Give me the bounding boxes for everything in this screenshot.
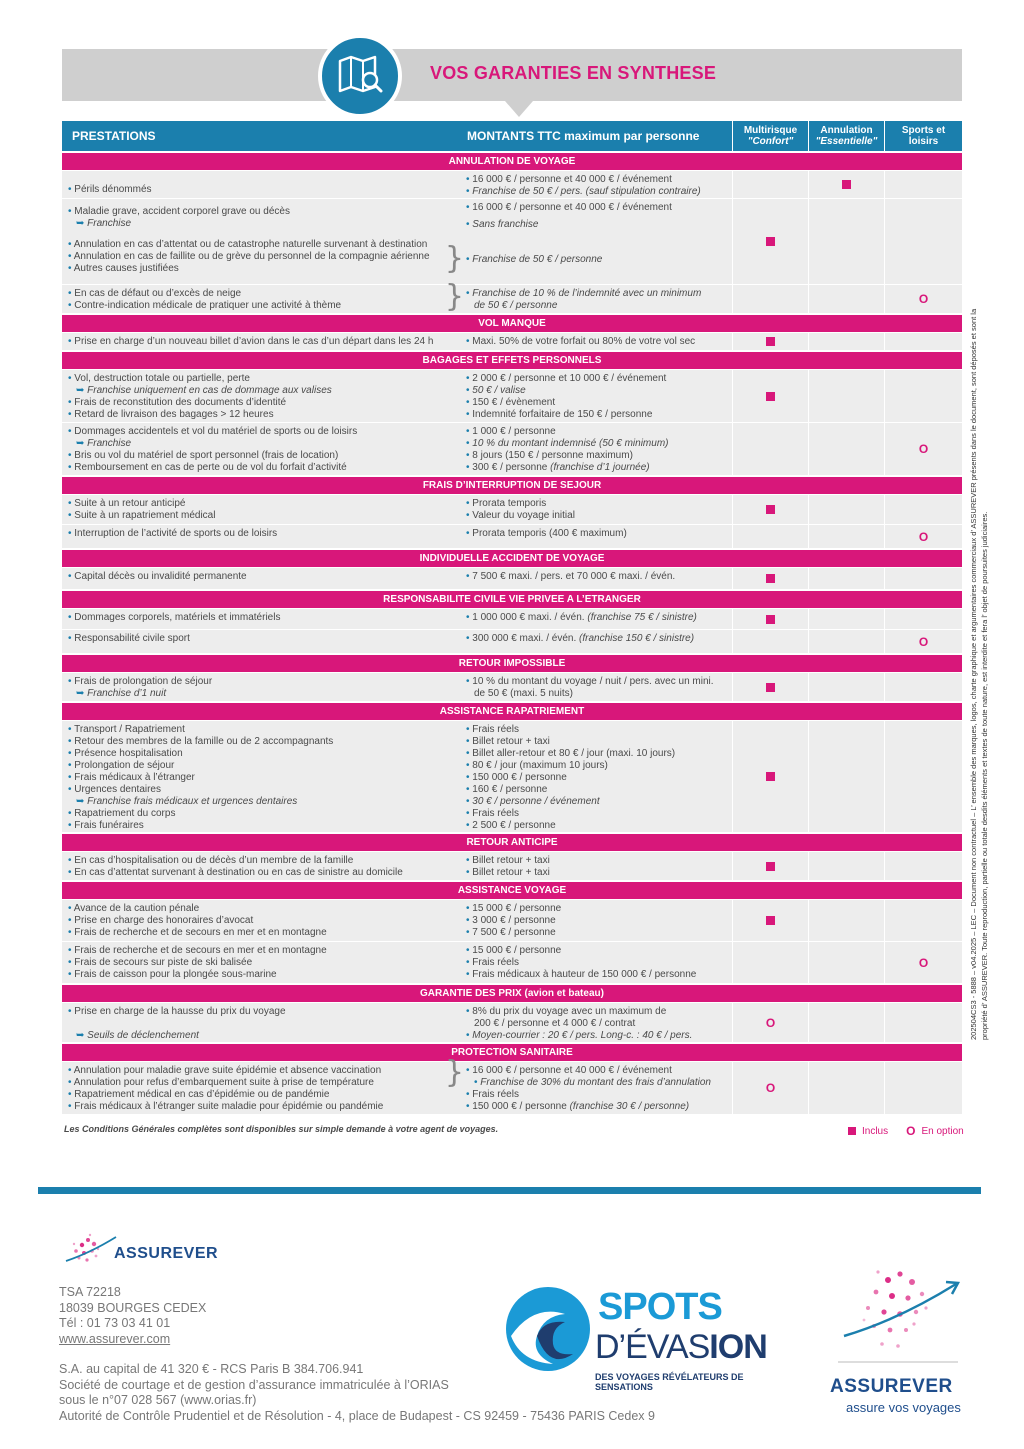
included-marker — [766, 237, 775, 246]
legal-line: Autorité de Contrôle Prudentiel et de Résolution - 4, place de Budapest - CS 92459 - 75436 PARIS Cedex 9 — [59, 1408, 655, 1423]
guarantees-table — [62, 121, 962, 1114]
table-row: • En cas d’hospitalisation ou de décès d’un membre de la famille • En cas d’attentat survenant à destination ou en cas de sinistre au domicile • Billet retour + taxi • Billet retour + taxi — [62, 851, 962, 880]
address-line: 18039 BOURGES CEDEX — [59, 1300, 207, 1315]
option-marker: O — [918, 955, 929, 970]
table-row: • Responsabilité civile sport • 300 000 € maxi. / évén. (franchise 150 € / sinistre) O — [62, 629, 962, 653]
table-row: • Périls dénommés • 16 000 € / personne et 40 000 € / événement • Franchise de 50 € / pers. (sauf stipulation contraire) — [62, 170, 962, 198]
table-row: • Frais de prolongation de séjour ➥ Franchise d’1 nuit • 10 % du montant du voyage / nuit / pers. avec un mini. de 50 € (maxi. 5 nuits) — [62, 672, 962, 701]
wave-icon — [503, 1284, 593, 1374]
globe-icon — [818, 1250, 978, 1370]
section-assistance-voyage: ASSISTANCE VOYAGE — [62, 882, 962, 899]
legend-option: En option — [921, 1125, 964, 1137]
assurever-brand-small: ASSUREVER — [114, 1245, 219, 1262]
included-marker — [766, 505, 775, 514]
table-row: • Frais de recherche et de secours en mer et en montagne • Frais de secours sur piste de ski balisée • Frais de caisson pour la plongée sous-marine • 15 000 € / personne • Frais réels • Frais médicaux à hauteur de 150 000 € / personne O — [62, 941, 962, 983]
table-row: • Vol, destruction totale ou partielle, perte ➥ Franchise uniquement en cas de dommage aux valises • Frais de reconstitution des documents d’identité • Retard de livraison des bagages > 12 heures • 2 000 € / personne et 10 000 € / événement • 50 € / valise • 150 € / évènement • Indemnité forfaitaire de 150 € / personne — [62, 369, 962, 422]
table-row: • Annulation pour maladie grave suite épidémie et absence vaccination • Annulation pour refus d’embarquement suite à prise de température • Rapatriement médical en cas d’épidémie ou de pandémie • Frais médicaux à l’étranger suite maladie pour épidémie ou pandémie } • 16 000 € / personne et 40 000 € / événement • Franchise de 30% du montant des frais d’annulation • Frais réels • 150 000 € / personne (franchise 30 € / personne) O — [62, 1061, 962, 1114]
banner-notch — [505, 101, 533, 117]
header-prestations: PRESTATIONS — [72, 129, 156, 143]
option-marker: O — [765, 1015, 776, 1030]
header-sports: Sports et loisirs — [884, 121, 962, 151]
spots-evasion-logo — [503, 1284, 793, 1394]
legal-line: sous le n°07 028 567 (www.orias.fr) — [59, 1393, 257, 1407]
table-row: • Prise en charge d’un nouveau billet d’avion dans le cas d’un départ dans les 24 h • Maxi. 50% de votre forfait ou 80% de votre vol sec — [62, 332, 962, 350]
section-retour-anticipe: RETOUR ANTICIPE — [62, 834, 962, 851]
header-annulation: Annulation "Essentielle" — [808, 121, 884, 151]
table-row: • Dommages corporels, matériels et immatériels • 1 000 000 € maxi. / évén. (franchise 75 € / sinistre) — [62, 608, 962, 629]
section-annulation: ANNULATION DE VOYAGE — [62, 153, 962, 170]
option-marker: O — [918, 634, 929, 649]
legal-notice-line: propriété d’ ASSUREVER. Toute reproduction, partielle ou totale desdits éléments et textes de toute nature, est interdite et fera l’ objet de poursuites judiciaires. — [980, 511, 989, 1040]
option-marker: O — [918, 529, 929, 544]
section-bagages: BAGAGES ET EFFETS PERSONNELS — [62, 352, 962, 369]
included-marker — [766, 772, 775, 781]
section-protection-sanitaire: PROTECTION SANITAIRE — [62, 1044, 962, 1061]
table-row: • Suite à un retour anticipé • Suite à un rapatriement médical • Prorata temporis • Valeur du voyage initial — [62, 494, 962, 524]
section-assistance-rapatriement: ASSISTANCE RAPATRIEMENT — [62, 703, 962, 720]
header-multirisque: Multirisque "Confort" — [732, 121, 808, 151]
section-interruption: FRAIS D’INTERRUPTION DE SEJOUR — [62, 477, 962, 494]
table-row: • Avance de la caution pénale • Prise en charge des honoraires d’avocat • Frais de recherche et de secours en mer et en montagne • 15 000 € / personne • 3 000 € / personne • 7 500 € / personne — [62, 899, 962, 941]
vertical-legal-notice — [968, 180, 992, 1040]
assurever-tagline: assure vos voyages — [846, 1400, 961, 1415]
table-row: • Capital décès ou invalidité permanente • 7 500 € maxi. / pers. et 70 000 € maxi. / évén. — [62, 567, 962, 589]
evasion-title: D’ÉVASION — [595, 1328, 767, 1366]
included-marker — [766, 615, 775, 624]
section-responsabilite-civile: RESPONSABILITE CIVILE VIE PRIVEE A L’ETRANGER — [62, 591, 962, 608]
assurever-logo-large — [818, 1250, 986, 1430]
option-marker: O — [765, 1081, 776, 1095]
assurever-logo-small — [62, 1227, 232, 1272]
included-marker — [842, 180, 851, 189]
website-link[interactable]: www.assurever.com — [59, 1331, 171, 1346]
included-marker — [766, 574, 775, 583]
address-line: TSA 72218 — [59, 1285, 121, 1299]
spots-tagline: DES VOYAGES RÉVÉLATEURS DE SENSATIONS — [595, 1372, 744, 1392]
included-marker — [766, 683, 775, 692]
option-legend-marker: O — [906, 1124, 916, 1138]
globe-icon — [62, 1227, 122, 1272]
table-header — [62, 121, 962, 151]
address-block — [59, 1285, 206, 1347]
section-individuelle-accident: INDIVIDUELLE ACCIDENT DE VOYAGE — [62, 550, 962, 567]
section-vol-manque: VOL MANQUE — [62, 315, 962, 332]
included-marker — [766, 392, 775, 401]
section-garantie-prix: GARANTIE DES PRIX (avion et bateau) — [62, 985, 962, 1002]
spots-title: SPOTS — [598, 1286, 722, 1328]
option-marker: O — [918, 442, 929, 456]
legal-line: Société de courtage et de gestion d’assurance immatriculée à l’ORIAS — [59, 1377, 449, 1392]
table-row: • Prise en charge de la hausse du prix du voyage ➥ Seuils de déclenchement • 8% du prix du voyage avec un maximum de 200 € / personne et 4 000 € / contrat • Moyen-courrier : 20 € / pers. Long-c. : 40 € / pers. O — [62, 1002, 962, 1042]
included-marker — [766, 916, 775, 925]
legal-notice-line: 202504CS3 - 5888 – v04.2025 – LEC – Document non contractuel – L’ ensemble des marques, logos, charte graphique et argumentaires commerciaux d’ ASSUREVER présents dans le document, sont déposés et sont la — [969, 308, 978, 1040]
included-marker — [766, 337, 775, 346]
table-row: • Maladie grave, accident corporel grave ou décès ➥ Franchise • Annulation en cas d’attentat ou de catastrophe naturelle survenant à destination • Annulation en cas de faillite ou de grève du personnel de la compagnie aérienne • Autres causes justifiées } • 16 000 € / personne et 40 000 € / événement • Sans franchise • Franchise de 50 € / personne — [62, 198, 962, 284]
section-retour-impossible: RETOUR IMPOSSIBLE — [62, 655, 962, 672]
phone-line: Tél : 01 73 03 41 01 — [59, 1316, 171, 1330]
map-search-icon — [318, 34, 402, 118]
legend — [848, 1124, 964, 1138]
header-montants: MONTANTS TTC maximum par personne — [467, 129, 700, 143]
option-marker: O — [918, 292, 929, 306]
conditions-note: Les Conditions Générales complètes sont disponibles sur simple demande à votre agent de voyages. — [64, 1124, 499, 1134]
legal-line: S.A. au capital de 41 320 € - RCS Paris B 384.706.941 — [59, 1362, 364, 1376]
table-row: • En cas de défaut ou d’excès de neige • Contre-indication médicale de pratiquer une activité à thème } • Franchise de 10 % de l’indemnité avec un minimum de 50 € / personne O — [62, 284, 962, 313]
included-legend-marker — [848, 1127, 856, 1135]
page-title: VOS GARANTIES EN SYNTHESE — [430, 63, 717, 83]
table-row: • Interruption de l’activité de sports ou de loisirs • Prorata temporis (400 € maximum) O — [62, 524, 962, 548]
assurever-brand-large: ASSUREVER — [830, 1376, 953, 1397]
legend-included: Inclus — [862, 1125, 889, 1137]
included-marker — [766, 862, 775, 871]
divider — [38, 1187, 981, 1194]
table-row: • Transport / Rapatriement • Retour des membres de la famille ou de 2 accompagnants • Présence hospitalisation • Prolongation de séjour • Frais médicaux à l’étranger • Urgences dentaires ➥ Franchise frais médicaux et urgences dentaires • Rapatriement du corps • Frais funéraires • Frais réels • Billet retour + taxi • Billet aller-retour et 80 € / jour (maxi. 10 jours) • 80 € / jour (maximum 10 jours) • 150 000 € / personne • 160 € / personne • 30 € / personne / événement • Frais réels • 2 500 € / personne — [62, 720, 962, 832]
table-row: • Dommages accidentels et vol du matériel de sports ou de loisirs ➥ Franchise • Bris ou vol du matériel de sport personnel (frais de location) • Remboursement en cas de perte ou de vol du forfait d’activité • 1 000 € / personne • 10 % du montant indemnisé (50 € minimum) • 8 jours (150 € / personne maximum) • 300 € / personne (franchise d’1 journée) O — [62, 422, 962, 475]
